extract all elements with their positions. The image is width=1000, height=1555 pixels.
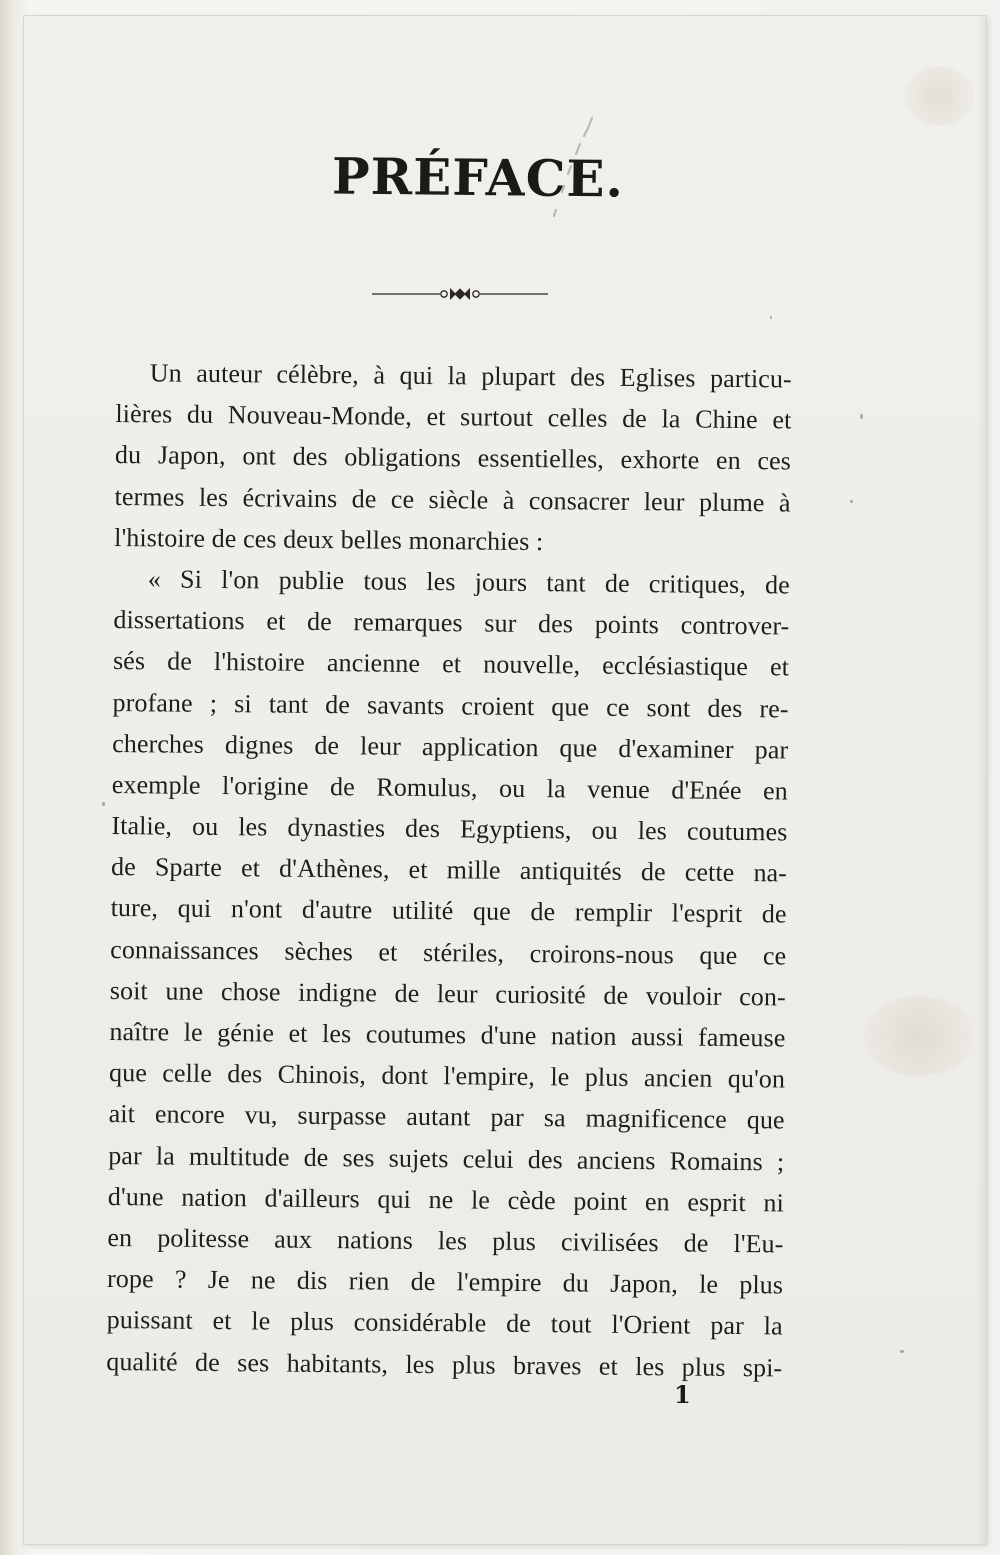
- paper-speck: [860, 414, 863, 419]
- text-line: ture, qui n'ont d'autre utilité que de remplir l'esprit de: [110, 893, 787, 929]
- text-line: ait encore vu, surpasse autant par sa magnificence que: [108, 1099, 785, 1135]
- text-line: « Si l'on publie tous les jours tant de critiques, de: [147, 564, 790, 600]
- text-line: de Sparte et d'Athènes, et mille antiquités de cette na-: [110, 852, 788, 888]
- text-line: termes les écrivains de ce siècle à consacrer leur plume à: [114, 481, 791, 518]
- text-line: rope ? Je ne dis rien de l'empire du Japon, le plus: [106, 1264, 784, 1300]
- text-line: profane ; si tant de savants croient que ce sont des re-: [112, 687, 789, 723]
- text-line: exemple l'origine de Romulus, ou la venue d'Enée en: [111, 769, 788, 806]
- text-line: soit une chose indigne de leur curiosité de vouloir con-: [109, 975, 786, 1012]
- text-line: sés de l'histoire ancienne et nouvelle, ecclésiastique et: [112, 646, 790, 682]
- page-number: 1: [674, 1380, 691, 1409]
- text-line: que celle des Chinois, dont l'empire, le plus ancien qu'on: [108, 1058, 786, 1094]
- paper-stain: [864, 996, 974, 1076]
- text-line: connaissances sèches et stériles, croirons-nous que ce: [110, 934, 787, 971]
- text-line: Italie, ou les dynasties des Egyptiens, ou les coutumes: [111, 811, 788, 847]
- fleuron-rule-icon: [370, 282, 550, 306]
- paper-speck: [900, 1350, 904, 1353]
- text-line: naître le génie et les coutumes d'une nation aussi fameuse: [109, 1016, 786, 1053]
- text-line: lières du Nouveau-Monde, et surtout celles de la Chine et: [115, 399, 792, 435]
- page-title: PRÉFACE.: [331, 146, 625, 209]
- text-line: qualité de ses habitants, les plus braves et les plus spi-: [106, 1346, 783, 1382]
- body-text: [106, 352, 792, 1388]
- text-line: dissertations et de remarques sur des points controver-: [113, 605, 790, 641]
- paper-speck: [770, 316, 772, 319]
- paper-speck: [102, 802, 105, 806]
- paper-stain: [904, 66, 974, 126]
- text-line: l'histoire de ces deux belles monarchies :: [114, 522, 544, 556]
- text-line: en politesse aux nations les plus civilisées de l'Eu-: [107, 1222, 784, 1259]
- text-line: par la multitude de ses sujets celui des anciens Romains ;: [108, 1140, 785, 1177]
- paper-speck: [850, 500, 853, 503]
- text-line: Un auteur célèbre, à qui la plupart des Eglises particu-: [149, 358, 792, 394]
- text-line: du Japon, ont des obligations essentielles, exhorte en ces: [114, 440, 792, 476]
- text-line: puissant et le plus considérable de tout l'Orient par la: [106, 1305, 783, 1341]
- page-edge: [976, 16, 986, 1544]
- book-page: [24, 16, 986, 1544]
- text-line: cherches dignes de leur application que d'examiner par: [112, 728, 789, 765]
- text-line: d'une nation d'ailleurs qui ne le cède point en esprit ni: [107, 1181, 785, 1218]
